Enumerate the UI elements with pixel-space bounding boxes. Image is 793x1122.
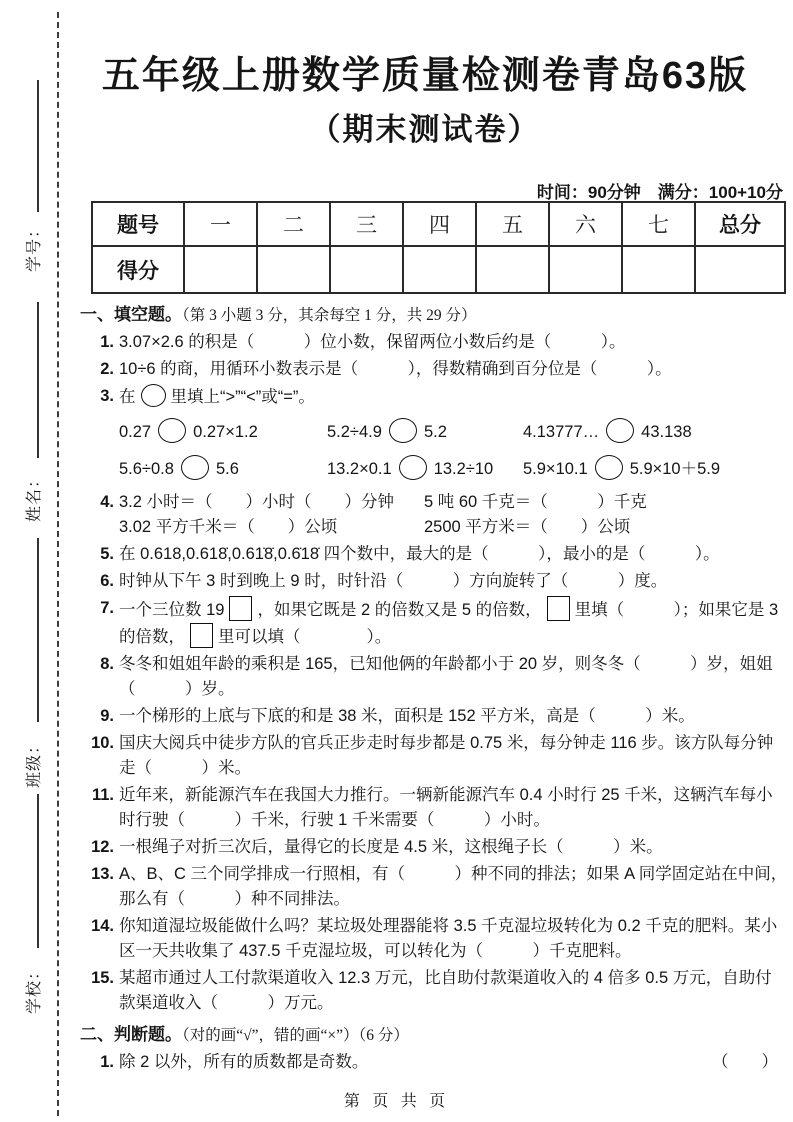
question-text-segment: 里填（ ）；如果它是 3 的倍数， — [119, 601, 779, 646]
comparison-item — [327, 417, 523, 447]
score-table-score-row — [92, 246, 785, 293]
score-cell — [184, 246, 257, 293]
score-table — [91, 201, 786, 294]
judge-statement: 除 2 以外，所有的质数都是奇数。 — [119, 1053, 369, 1071]
circle-blank-icon — [595, 455, 623, 480]
circle-blank-icon — [606, 418, 634, 443]
question-text-segment: 在 — [119, 388, 136, 406]
question-number: 11. — [91, 786, 114, 804]
score-table-header-cell: 总分 — [695, 202, 785, 246]
comparison-item — [119, 417, 327, 447]
margin-label-student-name: 姓名： — [26, 470, 43, 522]
question-13 — [80, 862, 788, 912]
comparison-right: 43.138 — [641, 423, 692, 441]
comparison-right: 5.2 — [423, 423, 447, 441]
question-number: 12. — [91, 838, 114, 856]
score-table-header-cell: 题号 — [92, 202, 184, 246]
question-text-segment: ，如果它既是 2 的倍数又是 5 的倍数， — [257, 601, 542, 619]
circle-blank-icon — [181, 455, 209, 480]
comparison-item — [119, 454, 327, 484]
question-number: 2. — [100, 360, 114, 378]
circle-blank-icon — [389, 418, 417, 443]
question-number: 15. — [91, 969, 114, 987]
comparison-left: 4.13777… — [523, 423, 600, 441]
question-text: 在 0.618,0.618̇,0.61̇8̇,0.6̇18̇ 四个数中，最大的是（ ），最小的是（ ）。 — [119, 545, 720, 563]
question-4 — [80, 490, 788, 540]
comparison-left: 5.6÷0.8 — [119, 460, 174, 478]
question-number: 13. — [91, 865, 114, 883]
score-table-header-cell: 六 — [549, 202, 622, 246]
score-table-header-cell: 二 — [257, 202, 330, 246]
page-subtitle: （期末测试卷） — [309, 112, 541, 147]
score-cell — [403, 246, 476, 293]
question-text — [119, 384, 788, 410]
comparison-item — [523, 454, 720, 484]
score-cell — [622, 246, 695, 293]
question-text: 冬冬和姐姐年龄的乘积是 165，已知他俩的年龄都小于 20 岁，则冬冬（ ）岁，姐姐（ ）岁。 — [119, 655, 773, 698]
question-number: 1. — [100, 333, 114, 351]
section-fill-heading — [80, 302, 788, 328]
question-9 — [80, 704, 788, 729]
score-table-header-cell: 七 — [622, 202, 695, 246]
question-text: 时钟从下午 3 时到晚上 9 时，时针沿（ ）方向旋转了（ ）度。 — [119, 572, 668, 590]
margin-label-student-id: 学号： — [26, 220, 43, 272]
question-text: 一根绳子对折三次后，量得它的长度是 4.5 米，这根绳子长（ ）米。 — [119, 838, 663, 856]
question-number: 14. — [91, 917, 114, 935]
question-3 — [80, 384, 788, 410]
question-text — [119, 596, 788, 650]
judge-question-1 — [80, 1050, 788, 1075]
comparison-item — [327, 454, 523, 484]
score-table-header-cell: 五 — [476, 202, 549, 246]
question-text — [119, 1050, 788, 1075]
class-writing-line — [37, 538, 39, 722]
comparison-right: 13.2÷10 — [433, 460, 494, 478]
page-title: 五年级上册数学质量检测卷青岛63版 — [101, 55, 749, 97]
question-2 — [80, 357, 788, 382]
question-6 — [80, 569, 788, 594]
question-14 — [80, 914, 788, 964]
question-number: 4. — [100, 493, 114, 511]
unit-conversion: 5 吨 60 千克＝（ ）千克 — [424, 493, 647, 511]
unit-conversion: 3.02 平方千米＝（ ）公顷 — [119, 518, 338, 536]
section-judge-title: 二、判断题。 — [80, 1025, 182, 1044]
question-number: 10. — [91, 734, 114, 752]
section-judge-note: （对的画“√”，错的画“×”）（6 分） — [182, 1027, 409, 1044]
question-10 — [80, 731, 788, 781]
footer-page-label: 第 页 共 页 — [343, 1093, 450, 1110]
comparison-right: 5.6 — [215, 460, 239, 478]
question-5 — [80, 542, 788, 567]
question-text — [119, 490, 788, 540]
question-4-line-2 — [119, 515, 788, 540]
question-text-segment: 里可以填（ ）。 — [218, 628, 392, 646]
score-cell — [330, 246, 403, 293]
section-fill-note: （第 3 小题 3 分，其余每空 1 分，共 29 分） — [182, 307, 477, 324]
question-number: 1. — [100, 1053, 114, 1071]
question-text: 10÷6 的商，用循环小数表示是（ ），得数精确到百分位是（ ）。 — [119, 360, 672, 378]
unit-conversion: 3.2 小时＝（ ）小时（ ）分钟 — [119, 493, 395, 511]
comparison-row-1 — [80, 417, 788, 447]
comparison-right: 5.9×10＋5.9 — [629, 460, 721, 478]
school-writing-line — [37, 794, 39, 948]
circle-blank-icon — [158, 418, 186, 443]
question-number: 6. — [100, 572, 114, 590]
seal-dashed-line — [57, 12, 59, 1116]
question-text-segment: 一个三位数 19 — [119, 601, 225, 619]
question-text-segment: 里填上“>”“<”或“=”。 — [170, 388, 315, 406]
question-text: 近年来，新能源汽车在我国大力推行。一辆新能源汽车 0.4 小时行 25 千米，这辆汽车每小时行驶（ ）千米，行驶 1 千米需要（ ）小时。 — [119, 786, 773, 829]
score-row-label: 得分 — [92, 246, 184, 293]
question-7 — [80, 596, 788, 650]
score-table-header-row — [92, 202, 785, 246]
question-number: 3. — [100, 387, 114, 405]
score-cell — [695, 246, 785, 293]
score-table-header-cell: 一 — [184, 202, 257, 246]
question-text: 一个梯形的上底与下底的和是 38 米，面积是 152 平方米，高是（ ）米。 — [119, 707, 695, 725]
comparison-left: 0.27 — [119, 423, 152, 441]
exam-time-score-meta: 时间：90分钟 满分：100+10分 — [536, 183, 783, 202]
margin-label-class: 班级： — [26, 736, 43, 788]
comparison-right: 0.27×1.2 — [193, 423, 258, 441]
comparison-item — [523, 417, 692, 447]
question-text: 国庆大阅兵中徒步方队的官兵正步走时每步都是 0.75 米，每分钟走 116 步。该方队每分钟走（ ）米。 — [119, 734, 774, 777]
question-number: 5. — [100, 545, 114, 563]
score-cell — [549, 246, 622, 293]
exam-body — [80, 300, 788, 1075]
question-text: 你知道湿垃圾能做什么吗？某垃圾处理器能将 3.5 千克湿垃圾转化为 0.2 千克的肥料。某小区一天共收集了 437.5 千克湿垃圾，可以转化为（ ）千克肥料。 — [119, 917, 778, 960]
question-number: 9. — [100, 707, 114, 725]
score-cell — [476, 246, 549, 293]
circle-blank-icon — [141, 384, 166, 407]
score-table-header-cell: 四 — [403, 202, 476, 246]
question-1 — [80, 330, 788, 355]
square-blank-icon — [190, 623, 213, 648]
student-id-writing-line — [37, 80, 39, 212]
question-12 — [80, 835, 788, 860]
circle-blank-icon — [399, 455, 427, 480]
section-judge-heading — [80, 1022, 788, 1048]
question-text: 3.07×2.6 的积是（ ）位小数，保留两位小数后约是（ ）。 — [119, 333, 626, 351]
question-text: A、B、C 三个同学排成一行照相，有（ ）种不同的排法；如果 A 同学固定站在中间，那么有（ ）种不同排法。 — [119, 865, 788, 908]
question-15 — [80, 966, 788, 1016]
square-blank-icon — [229, 596, 252, 621]
question-number: 8. — [100, 655, 114, 673]
comparison-left: 5.2÷4.9 — [327, 423, 382, 441]
margin-label-school: 学校： — [26, 962, 43, 1014]
question-11 — [80, 783, 788, 833]
section-fill-title: 一、填空题。 — [80, 305, 182, 324]
name-writing-line — [37, 302, 39, 458]
comparison-left: 13.2×0.1 — [327, 460, 392, 478]
comparison-left: 5.9×10.1 — [523, 460, 588, 478]
unit-conversion: 2500 平方米＝（ ）公顷 — [424, 518, 631, 536]
question-8 — [80, 652, 788, 702]
score-table-header-cell: 三 — [330, 202, 403, 246]
question-number: 7. — [100, 599, 114, 617]
question-4-line-1 — [119, 490, 788, 515]
square-blank-icon — [547, 596, 570, 621]
score-cell — [257, 246, 330, 293]
comparison-row-2 — [80, 454, 788, 484]
judge-answer-blank: （ ） — [712, 1053, 778, 1071]
question-text: 某超市通过人工付款渠道收入 12.3 万元，比自助付款渠道收入的 4 倍多 0.5 万元，自助付款渠道收入（ ）万元。 — [119, 969, 772, 1012]
